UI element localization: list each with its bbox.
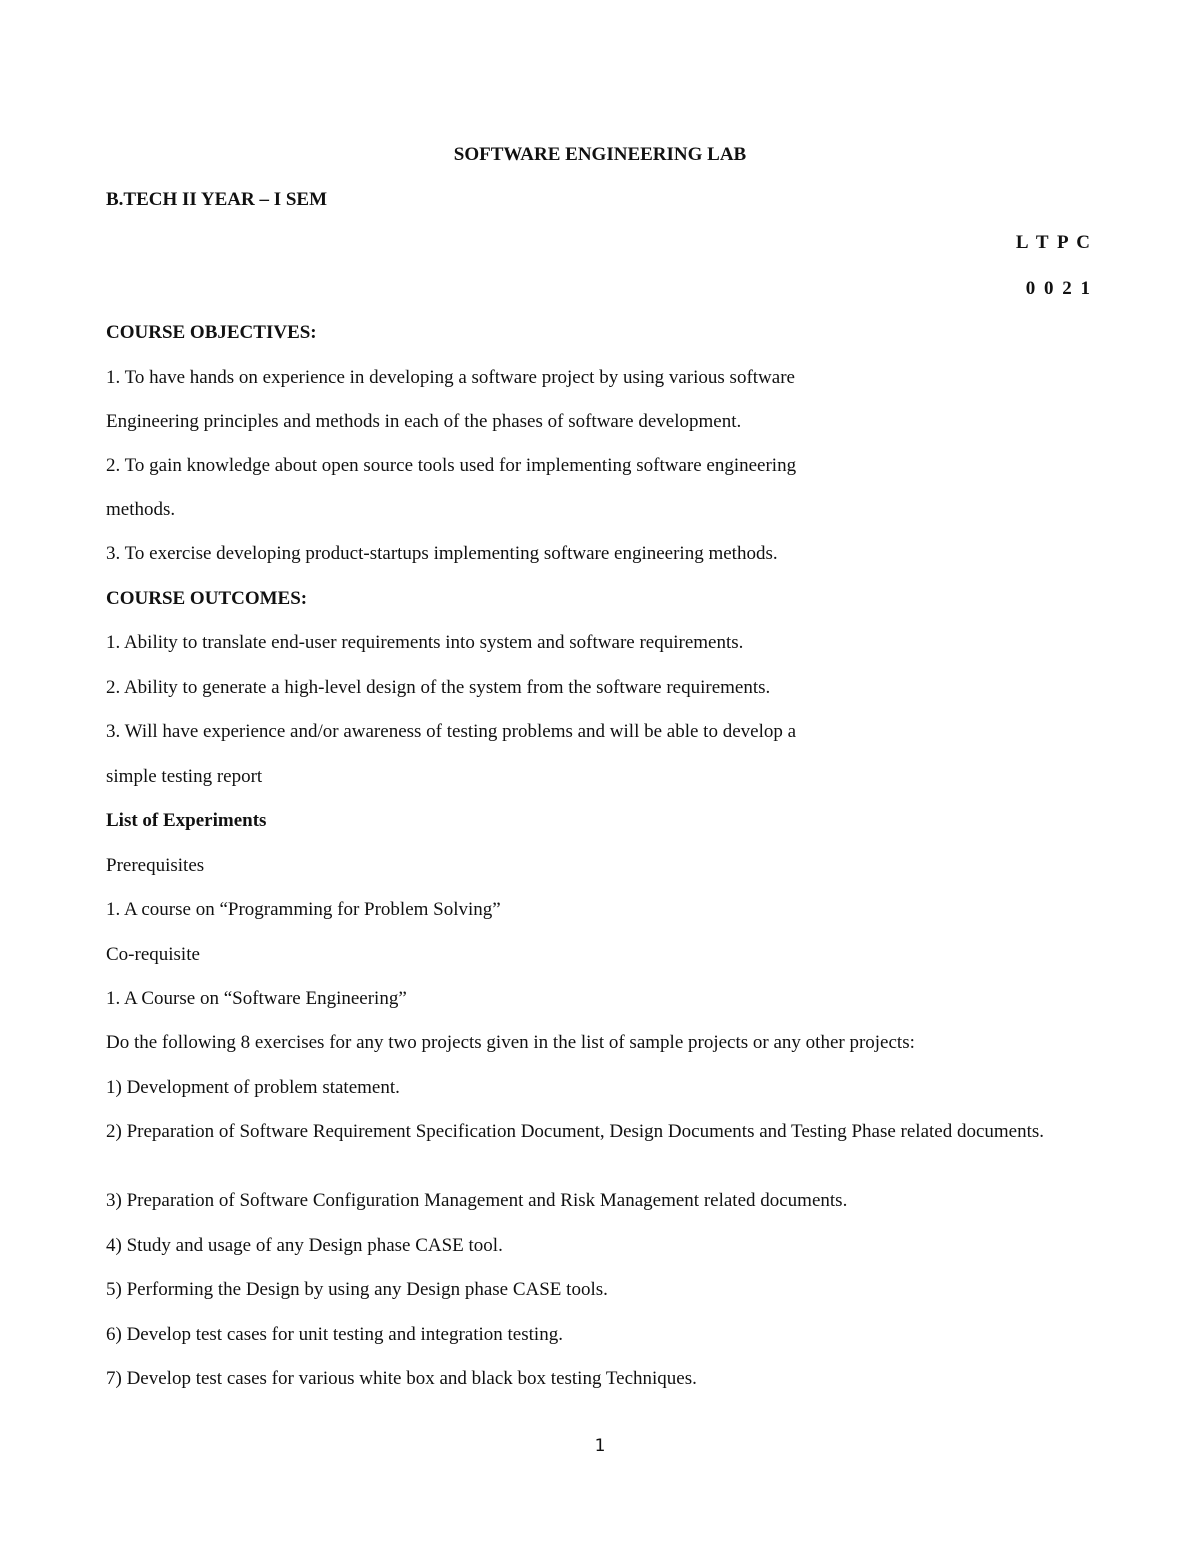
exercise-item: 6) Develop test cases for unit testing and integration testing. xyxy=(106,1324,563,1345)
prerequisites-label: Prerequisites xyxy=(106,855,205,876)
exercise-item: 1) Development of problem statement. xyxy=(106,1077,400,1098)
exercise-item: 3) Preparation of Software Configuration Management and Risk Management related documents. xyxy=(106,1190,848,1211)
outcome-line: 1. Ability to translate end-user requirements into system and software requirements. xyxy=(106,632,744,653)
outcome-line: simple testing report xyxy=(106,766,263,787)
outcome-line: 3. Will have experience and/or awareness of testing problems and will be able to develop a xyxy=(106,721,797,742)
corequisite-item: 1. A Course on “Software Engineering” xyxy=(106,988,407,1009)
document-subtitle: B.TECH II YEAR – I SEM xyxy=(106,189,328,210)
exercise-item: 2) Preparation of Software Requirement Specification Document, Design Documents and Testing Phase related documents. xyxy=(106,1121,1045,1142)
ltpc-header: L T P C xyxy=(1015,232,1092,253)
page-number: 1 xyxy=(594,1436,606,1456)
corequisite-label: Co-requisite xyxy=(106,944,200,965)
document-title: SOFTWARE ENGINEERING LAB xyxy=(453,144,747,165)
objective-line: Engineering principles and methods in each of the phases of software development. xyxy=(106,411,742,432)
exercise-instruction: Do the following 8 exercises for any two projects given in the list of sample projects or any other projects: xyxy=(106,1032,915,1053)
exercise-item: 7) Develop test cases for various white box and black box testing Techniques. xyxy=(106,1368,697,1389)
exercise-item: 5) Performing the Design by using any Design phase CASE tools. xyxy=(106,1279,608,1300)
objective-line: 1. To have hands on experience in developing a software project by using various software xyxy=(106,367,795,388)
outcomes-heading: COURSE OUTCOMES: xyxy=(106,588,308,609)
experiments-heading: List of Experiments xyxy=(106,810,267,831)
objective-line: methods. xyxy=(106,499,176,520)
prerequisite-item: 1. A course on “Programming for Problem Solving” xyxy=(106,899,501,920)
objective-line: 3. To exercise developing product-startups implementing software engineering methods. xyxy=(106,543,778,564)
ltpc-values: 0 0 2 1 xyxy=(1025,278,1092,299)
objective-line: 2. To gain knowledge about open source tools used for implementing software engineering xyxy=(106,455,797,476)
objectives-heading: COURSE OBJECTIVES: xyxy=(106,322,317,343)
exercise-item: 4) Study and usage of any Design phase CASE tool. xyxy=(106,1235,503,1256)
outcome-line: 2. Ability to generate a high-level design of the system from the software requirements. xyxy=(106,677,771,698)
